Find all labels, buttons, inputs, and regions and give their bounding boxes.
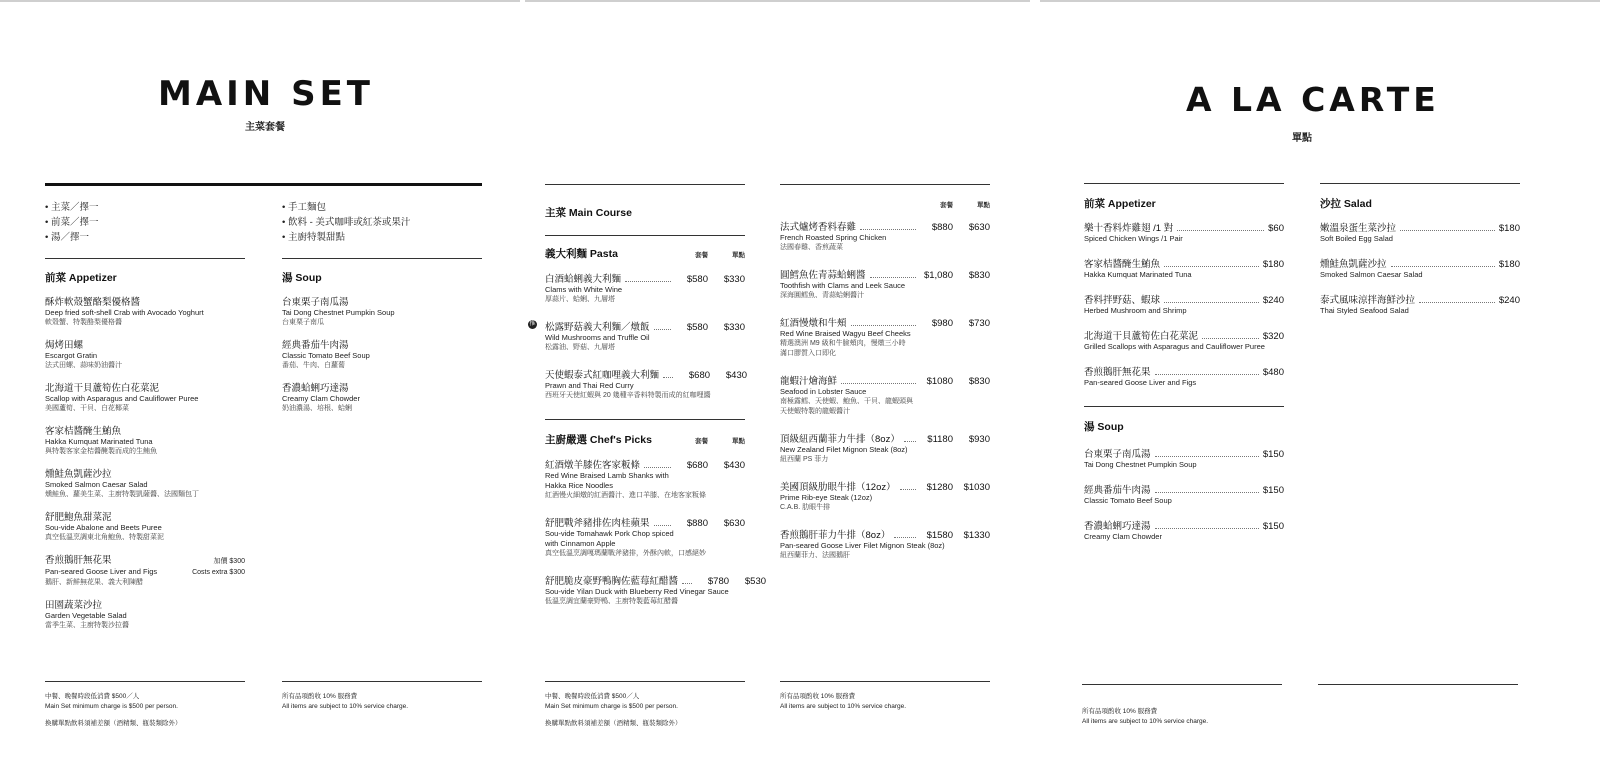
- set-price: $780: [707, 576, 730, 587]
- item-english: Garden Vegetable Salad: [45, 611, 127, 620]
- footnote-line: 所有品項酌收 10% 服務費: [282, 693, 358, 700]
- item-english: Hakka Kumquat Marinated Tuna: [45, 437, 153, 446]
- item-desc-2: 滿口膠質入口即化: [780, 350, 836, 357]
- item-desc: 真空低溫烹調嘎瑪蘭戰斧豬排，外酥內軟，口感絕妙: [545, 550, 706, 557]
- leader-dots: [625, 274, 671, 282]
- item-english: Pan-seared Goose Liver and Figs: [45, 567, 158, 576]
- item-english: Classic Tomato Beef Soup: [282, 351, 370, 360]
- item-desc: 西班牙天使紅蝦與 20 幾種辛香料特製而成的紅咖哩醬: [545, 392, 711, 399]
- item-english: Sou-vide Tomahawk Pork Chop spiced: [545, 529, 674, 538]
- footer-rule: [45, 681, 245, 682]
- item-desc: C.A.B. 肋眼牛排: [780, 504, 831, 511]
- main-set-footnote: [45, 692, 255, 729]
- main-set-top-rule: [45, 183, 482, 186]
- item-english: Pan-seared Goose Liver Filet Mignon Steak (8oz): [780, 541, 945, 550]
- item-name: 田園蔬菜沙拉: [45, 600, 103, 611]
- price: $480: [1262, 367, 1284, 378]
- set-price: $1,080: [923, 270, 953, 281]
- menu-item: [780, 431, 990, 465]
- price: $180: [1262, 259, 1284, 270]
- footnote-line: 中餐、晚餐時段低消費 $500／人: [545, 693, 640, 700]
- single-price: $530: [744, 576, 767, 587]
- item-name: 燻鮭魚凱薩沙拉: [1320, 259, 1387, 270]
- include-item: • 湯／擇一: [45, 230, 245, 245]
- divider: [45, 258, 245, 259]
- leader-dots: [1155, 367, 1259, 375]
- leader-dots: [663, 370, 673, 378]
- menu-item: [282, 337, 482, 371]
- leader-dots: [1177, 223, 1264, 231]
- item-name: 松露野菇義大利麵／燉飯: [545, 322, 650, 333]
- col-single-label: 單點: [732, 438, 745, 445]
- footnote-line: Main Set minimum charge is $500 per person.: [545, 703, 678, 710]
- section-heading: 湯 Soup: [1084, 421, 1124, 433]
- page3-top-rule: [1084, 183, 1284, 184]
- item-english: Sou-vide Abalone and Beets Puree: [45, 523, 162, 532]
- item-desc: 燻鮭魚、蘿美生菜、主廚特製凱薩醬、法國麵包丁: [45, 491, 199, 498]
- menu-item: [545, 457, 745, 501]
- item-name: 北海道干貝蘆筍佐白花菜泥: [1084, 331, 1199, 342]
- page-edge-2: [525, 0, 1030, 2]
- menu-item: [545, 367, 748, 401]
- footer-rule: [1318, 684, 1518, 685]
- item-name: 紅酒燉羊膝佐客家粄條: [545, 460, 641, 471]
- leader-dots: [1419, 295, 1495, 303]
- menu-item: [545, 573, 767, 607]
- menu-item: [780, 479, 990, 513]
- item-english: Red Wine Braised Wagyu Beef Cheeks: [780, 329, 911, 338]
- item-english: Pan-seared Goose Liver and Figs: [1084, 378, 1197, 387]
- leader-dots: [870, 270, 916, 278]
- footnote-line: 所有品項酌收 10% 服務費: [1082, 708, 1158, 715]
- item-english-2: with Cinnamon Apple: [545, 539, 616, 548]
- single-price: $930: [968, 434, 990, 445]
- item-name: 樂十香料炸雞翅 /1 對: [1084, 223, 1174, 234]
- item-english: Clams with White Wine: [545, 285, 623, 294]
- include-item: • 飲料 - 美式咖啡或紅茶或果汁: [282, 215, 482, 230]
- col-set-label: 套餐: [695, 438, 708, 445]
- leader-dots: [1391, 259, 1495, 267]
- main-set-soups: [282, 270, 482, 423]
- item-english: Spiced Chicken Wings /1 Pair: [1084, 234, 1183, 243]
- item-name: 香煎鵝肝菲力牛排（8oz）: [780, 530, 891, 541]
- item-desc: 紐西蘭 PS 菲力: [780, 456, 829, 463]
- leader-dots: [1155, 485, 1259, 493]
- extra-cost-en: Costs extra $300: [192, 569, 245, 576]
- leader-dots: [1202, 331, 1259, 339]
- footnote-line: 換購單點飲料須補差額（酒精類、瓶裝類除外）: [45, 720, 182, 727]
- menu-item: [780, 373, 990, 417]
- leader-dots: [1155, 449, 1259, 457]
- price: $150: [1262, 449, 1284, 460]
- menu-item: [45, 597, 245, 631]
- divider: [545, 235, 745, 236]
- section-heading: 前菜 Appetizer: [1084, 198, 1156, 210]
- single-price: $630: [723, 518, 745, 529]
- item-english: Thai Styled Seafood Salad: [1320, 306, 1409, 315]
- recommend-badge-icon: 推: [529, 321, 536, 327]
- item-desc: 鵝肝、新鮮無花果、義大利陳醋: [45, 579, 143, 586]
- leader-dots: [841, 376, 916, 384]
- price: $60: [1268, 223, 1284, 234]
- footnote-line: All items are subject to 10% service charge.: [780, 703, 907, 710]
- item-english: Soft Boiled Egg Salad: [1320, 234, 1393, 243]
- set-price: $880: [686, 518, 708, 529]
- divider: [1084, 406, 1284, 407]
- section-heading: 義大利麵 Pasta: [545, 248, 618, 260]
- divider: [545, 419, 745, 420]
- footer-rule: [1082, 684, 1282, 685]
- pasta-header: [545, 246, 745, 261]
- single-price: $430: [723, 460, 745, 471]
- leader-dots: [1164, 295, 1259, 303]
- page-edge-3: [1040, 0, 1600, 2]
- price: $320: [1262, 331, 1284, 342]
- leader-dots: [894, 530, 916, 538]
- item-desc: 紐西蘭菲力、法國鵝肝: [780, 552, 850, 559]
- main-course-column: [529, 205, 767, 616]
- item-english: Prawn and Thai Red Curry: [545, 381, 634, 390]
- item-desc: 法式田螺、蒜味奶油醬汁: [45, 362, 122, 369]
- single-price: $630: [968, 222, 990, 233]
- item-name: 香煎鵝肝無花果: [45, 555, 112, 566]
- service-charge-note: [780, 692, 990, 712]
- menu-item: [282, 294, 482, 328]
- item-english: Creamy Clam Chowder: [1084, 532, 1162, 541]
- item-name: 酥炸軟殼蟹酪梨優格醬: [45, 297, 141, 308]
- service-charge-note: [282, 692, 492, 712]
- page2-top-rule-right: [780, 184, 990, 185]
- item-desc: 奶油濃湯、培根、蛤蜊: [282, 405, 352, 412]
- menu-item: [1084, 518, 1284, 542]
- a-la-carte-appetizers: [1084, 196, 1284, 551]
- item-english-2: Hakka Rice Noodles: [545, 481, 613, 490]
- set-price: $880: [931, 222, 953, 233]
- item-name: 嫩溫泉蛋生菜沙拉: [1320, 223, 1397, 234]
- menu-item: [1084, 292, 1284, 316]
- item-english: Toothfish with Clams and Leek Sauce: [780, 281, 906, 290]
- a-la-carte-salads: [1320, 196, 1520, 325]
- menu-item: [45, 380, 245, 414]
- menu-item: [529, 319, 745, 353]
- col-single-label: 單點: [977, 202, 990, 209]
- menu-item: [545, 271, 745, 305]
- menu-item: [780, 527, 990, 561]
- menu-item: [45, 423, 245, 457]
- item-desc: 紅酒慢火細燉的紅酒醬汁、進口羊膝、在地客家粄條: [545, 492, 706, 499]
- footnote-line: 中餐、晚餐時段低消費 $500／人: [45, 693, 140, 700]
- leader-dots: [1400, 223, 1495, 231]
- leader-dots: [654, 518, 671, 526]
- single-price: $330: [723, 322, 745, 333]
- section-heading: 前菜 Appetizer: [45, 272, 117, 284]
- item-english: Tai Dong Chestnet Pumpkin Soup: [1084, 460, 1197, 469]
- item-name: 香濃蛤蜊巧達湯: [1084, 521, 1151, 532]
- item-name: 客家桔醬醃生鮪魚: [1084, 259, 1161, 270]
- item-english: Red Wine Braised Lamb Shanks with: [545, 471, 669, 480]
- leader-dots: [1155, 521, 1259, 529]
- item-desc: 法國春雞、香煎蔬菜: [780, 244, 843, 251]
- service-charge-note: [1082, 707, 1292, 727]
- item-english: Herbed Mushroom and Shrimp: [1084, 306, 1187, 315]
- set-price: $1080: [926, 376, 953, 387]
- item-english: Prime Rib-eye Steak (12oz): [780, 493, 873, 502]
- set-price: $1280: [926, 482, 953, 493]
- a-la-carte-subtitle: 單點: [1292, 133, 1312, 144]
- menu-item: [45, 466, 245, 500]
- item-name: 泰式風味涼拌海鮮沙拉: [1320, 295, 1416, 306]
- single-price: $1330: [963, 530, 990, 541]
- footnote-line: [545, 712, 755, 719]
- main-course-heading: 主菜 Main Course: [545, 207, 632, 219]
- item-english: Smoked Salmon Caesar Salad: [45, 480, 148, 489]
- item-english: Creamy Clam Chowder: [282, 394, 360, 403]
- menu-item: [1084, 256, 1284, 280]
- item-name: 客家桔醬醃生鮪魚: [45, 426, 122, 437]
- item-desc: 厚蒜片、蛤蜊、九層塔: [545, 296, 615, 303]
- item-name: 焗烤田螺: [45, 340, 84, 351]
- item-name: 經典番茄牛肉湯: [282, 340, 349, 351]
- set-price: $980: [931, 318, 953, 329]
- item-name: 燻鮭魚凱薩沙拉: [45, 469, 112, 480]
- menu-item: [1084, 482, 1284, 506]
- page3-top-rule-right: [1320, 183, 1520, 184]
- leader-dots: [644, 460, 671, 468]
- include-item: • 主廚特製甜點: [282, 230, 482, 245]
- menu-item: [1320, 292, 1520, 316]
- item-english: Scallop with Asparagus and Cauliflower Puree: [45, 394, 199, 403]
- menu-item: [45, 294, 245, 328]
- single-price: $430: [725, 370, 748, 381]
- item-name: 台東栗子南瓜湯: [282, 297, 349, 308]
- price-column-headers: [780, 200, 990, 209]
- menu-item: [1084, 446, 1284, 470]
- item-name: 美國頂級肋眼牛排（12oz）: [780, 482, 896, 493]
- leader-dots: [654, 322, 671, 330]
- single-price: $730: [968, 318, 990, 329]
- item-desc: 與特製客家金桔醬醃製而成的生鮪魚: [45, 448, 157, 455]
- footnote-line: [45, 712, 255, 719]
- item-name: 台東栗子南瓜湯: [1084, 449, 1151, 460]
- item-name: 香煎鵝肝無花果: [1084, 367, 1151, 378]
- set-price: $1180: [927, 434, 953, 445]
- item-desc: 松露油、野菇、九層塔: [545, 344, 615, 351]
- item-desc-2: 天使蝦特製的龍蝦醬汁: [780, 408, 850, 415]
- item-name: 頂級紐西蘭菲力牛排（8oz）: [780, 434, 900, 445]
- main-set-includes-right: [282, 200, 482, 245]
- item-name: 白酒蛤蜊義大利麵: [545, 274, 622, 285]
- price: $180: [1498, 223, 1520, 234]
- item-english: Escargot Gratin: [45, 351, 98, 360]
- item-english: Classic Tomato Beef Soup: [1084, 496, 1172, 505]
- footnote-line: All items are subject to 10% service charge.: [1082, 718, 1209, 725]
- divider: [282, 258, 482, 259]
- include-item: • 手工麵包: [282, 200, 482, 215]
- item-english: French Roasted Spring Chicken: [780, 233, 887, 242]
- section-heading: 主廚嚴選 Chef's Picks: [545, 434, 652, 446]
- item-desc: 南極露鱈、天使蝦、鮑魚、干貝、龍蝦頭與: [780, 398, 913, 405]
- item-english: Wild Mushrooms and Truffle Oil: [545, 333, 650, 342]
- item-name: 舒肥鮑魚甜菜泥: [45, 512, 112, 523]
- chef-header: [545, 432, 745, 447]
- item-english: New Zealand Filet Mignon Steak (8oz): [780, 445, 908, 454]
- set-price: $1580: [926, 530, 953, 541]
- menu-item: [780, 267, 990, 301]
- main-set-subtitle: 主菜套餐: [245, 122, 285, 133]
- extra-cost-zh: 加價 $300: [213, 558, 245, 565]
- set-price: $580: [686, 274, 708, 285]
- col-single-label: 單點: [732, 252, 745, 259]
- item-name: 北海道干貝蘆筍佐白花菜泥: [45, 383, 160, 394]
- mains-column-2: [780, 200, 990, 570]
- item-name: 龍蝦汁燴海鮮: [780, 376, 838, 387]
- menu-item: [1320, 220, 1520, 244]
- main-course-footnote: [545, 692, 755, 729]
- price: $180: [1498, 259, 1520, 270]
- menu-item: [282, 380, 482, 414]
- single-price: $1030: [963, 482, 990, 493]
- item-name: 紅酒慢燉和牛頰: [780, 318, 847, 329]
- item-desc: 低溫烹調宜蘭豪野鴨、主廚特製藍莓紅醋醬: [545, 598, 678, 605]
- menu-item: [1084, 364, 1284, 388]
- item-desc: 精選澳洲 M9 級和牛臉頰肉，慢燉三小時: [780, 340, 906, 347]
- set-price: $680: [688, 370, 711, 381]
- leader-dots: [1164, 259, 1259, 267]
- single-price: $830: [968, 376, 990, 387]
- footnote-line: All items are subject to 10% service charge.: [282, 703, 409, 710]
- menu-item: [45, 509, 245, 543]
- leader-dots: [904, 434, 916, 442]
- footer-rule: [545, 681, 745, 682]
- item-name: 法式爐烤香料春雞: [780, 222, 857, 233]
- section-heading: 沙拉 Salad: [1320, 198, 1372, 210]
- item-desc: 深海圓鱈魚、青蒜蛤蜊醬汁: [780, 292, 864, 299]
- menu-item: [45, 337, 245, 371]
- item-english: Hakka Kumquat Marinated Tuna: [1084, 270, 1192, 279]
- col-set-label: 套餐: [695, 252, 708, 259]
- item-desc: 美國蘆筍、干貝、白花椰菜: [45, 405, 129, 412]
- set-price: $680: [686, 460, 708, 471]
- item-desc: 番茄、牛肉、白蘿蔔: [282, 362, 345, 369]
- menu-item: [1320, 256, 1520, 280]
- leader-dots: [860, 222, 916, 230]
- leader-dots: [900, 482, 916, 490]
- leader-dots: [682, 576, 692, 584]
- single-price: $330: [723, 274, 745, 285]
- item-english: Deep fried soft-shell Crab with Avocado Yoghurt: [45, 308, 204, 317]
- item-name: 舒肥戰斧豬排佐肉桂蘋果: [545, 518, 650, 529]
- price: $150: [1262, 521, 1284, 532]
- price: $240: [1498, 295, 1520, 306]
- item-name: 天使蝦泰式紅咖哩義大利麵: [545, 370, 660, 381]
- menu-item: [545, 515, 745, 559]
- item-name: 舒肥脆皮豪野鴨胸佐藍莓紅醋醬: [545, 576, 679, 587]
- price: $150: [1262, 485, 1284, 496]
- page2-top-rule: [545, 184, 745, 185]
- item-english: Tai Dong Chestnet Pumpkin Soup: [282, 308, 395, 317]
- main-set-title: MAIN SET: [158, 74, 374, 114]
- item-name: 香料拌野菇、蝦球: [1084, 295, 1161, 306]
- include-item: • 前菜／擇一: [45, 215, 245, 230]
- item-name: 香濃蛤蜊巧達湯: [282, 383, 349, 394]
- item-name: 經典番茄牛肉湯: [1084, 485, 1151, 496]
- footer-rule: [780, 681, 990, 682]
- footnote-line: Main Set minimum charge is $500 per person.: [45, 703, 178, 710]
- main-set-includes-left: [45, 200, 245, 245]
- item-english: Smoked Salmon Caesar Salad: [1320, 270, 1423, 279]
- footnote-line: 所有品項酌收 10% 服務費: [780, 693, 856, 700]
- include-item: • 主菜／擇一: [45, 200, 245, 215]
- item-desc: 台東栗子南瓜: [282, 319, 324, 326]
- menu-item: [45, 552, 245, 588]
- leader-dots: [851, 318, 916, 326]
- item-name: 圓鱈魚佐青蒜蛤蜊醬: [780, 270, 866, 281]
- item-english: Sou-vide Yilan Duck with Blueberry Red Vinegar Sauce: [545, 587, 729, 596]
- set-price: $580: [686, 322, 708, 333]
- item-desc: 當季生菜、主廚特製沙拉醬: [45, 622, 129, 629]
- price: $240: [1262, 295, 1284, 306]
- item-english: Seafood in Lobster Sauce: [780, 387, 867, 396]
- menu-item: [1084, 220, 1284, 244]
- col-set-label: 套餐: [940, 202, 953, 209]
- footnote-line: 換購單點飲料須補差額（酒精類、瓶裝類除外）: [545, 720, 682, 727]
- page-edge-1: [0, 0, 520, 2]
- menu-item: [780, 315, 990, 359]
- menu-item: [780, 219, 990, 253]
- item-desc: 真空低溫烹調東北角鮑魚、特製甜菜泥: [45, 534, 164, 541]
- main-set-appetizers: [45, 270, 245, 640]
- item-english: Grilled Scallops with Asparagus and Cauliflower Puree: [1084, 342, 1265, 351]
- footer-rule: [282, 681, 482, 682]
- section-heading: 湯 Soup: [282, 272, 322, 284]
- menu-item: [1084, 328, 1284, 352]
- item-desc: 軟殼蟹、特製酪梨優格醬: [45, 319, 122, 326]
- a-la-carte-title: A LA CARTE: [1186, 80, 1440, 119]
- single-price: $830: [968, 270, 990, 281]
